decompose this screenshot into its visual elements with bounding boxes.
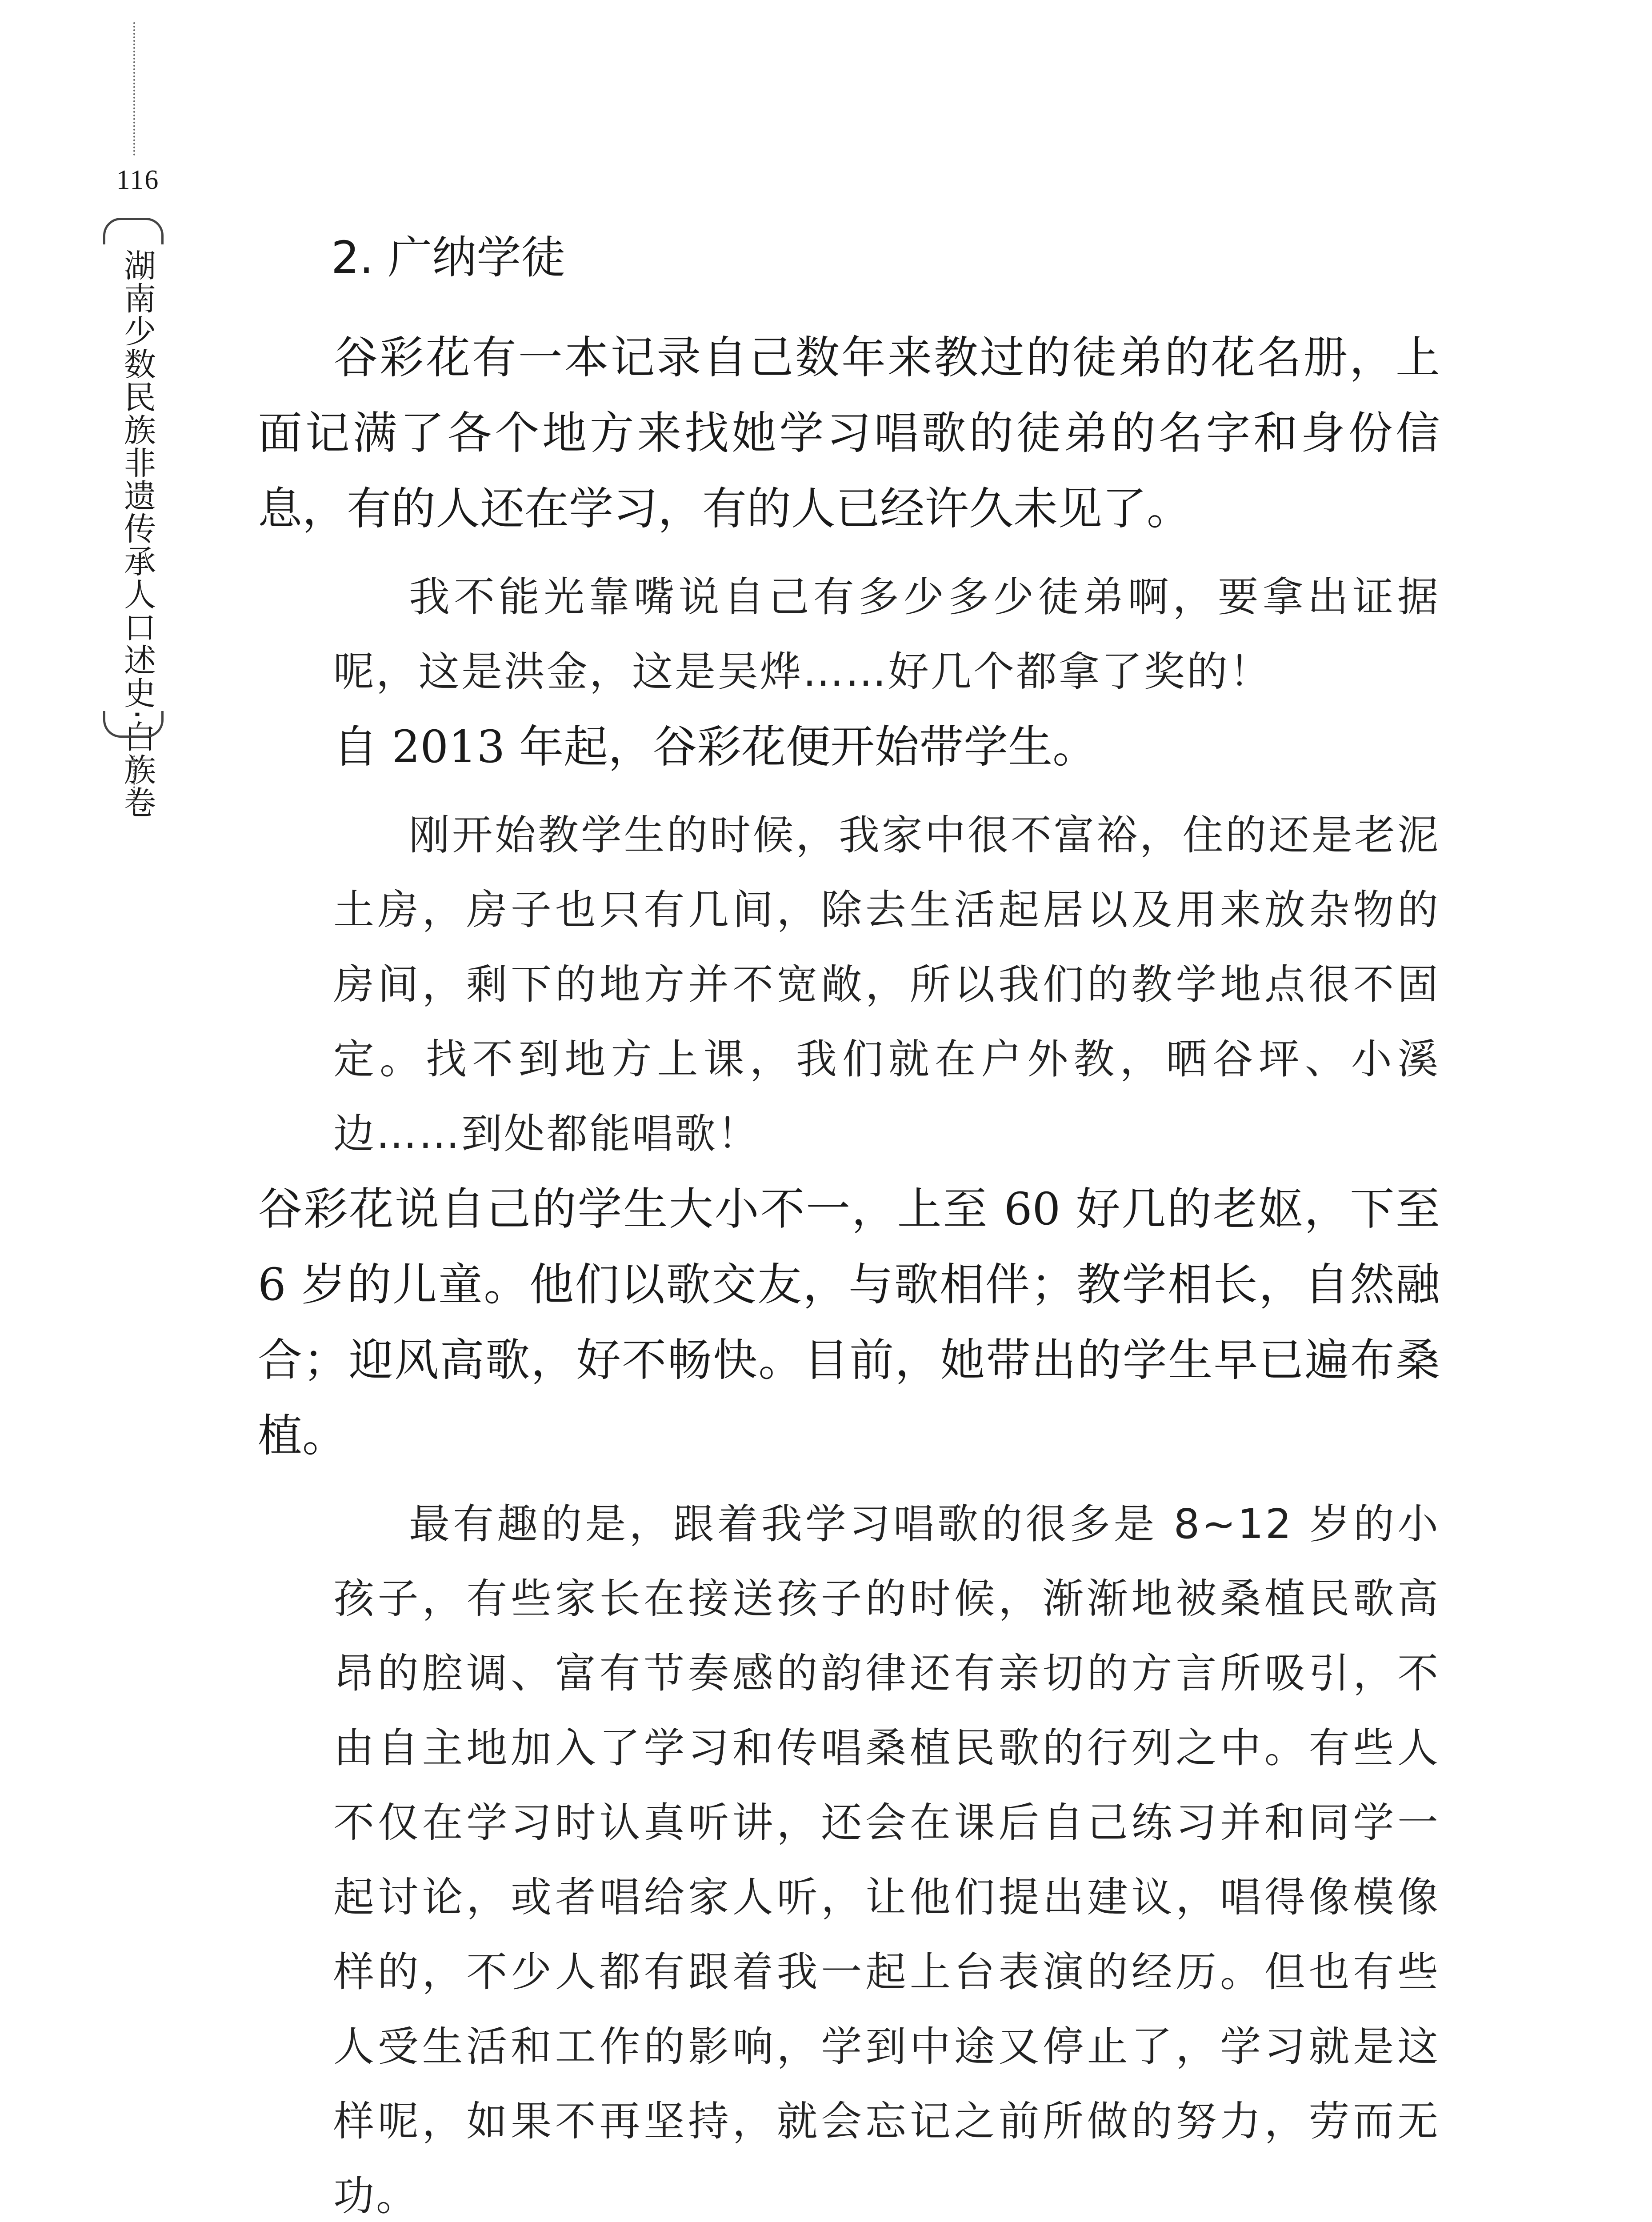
- margin-dotted-rule-bottom: [133, 755, 135, 809]
- oral-quote: 我不能光靠嘴说自己有多少多少徒弟啊，要拿出证据呢，这是洪金，这是吴烨……好几个都拿了奖的！: [333, 573, 1440, 695]
- paragraph: 谷彩花有一本记录自己数年来教过的徒弟的花名册，上面记满了各个地方来找她学习唱歌的徒弟的名字和身份信息，有的人还在学习，有的人已经许久未见了。: [258, 332, 1440, 535]
- page-number: 116: [116, 165, 160, 195]
- margin-dotted-rule-top: [133, 22, 135, 156]
- series-title: 湖南少数民族非遗传承人口述史·白族卷: [119, 249, 156, 819]
- paragraph: 谷彩花说自己的学生大小不一，上至 60 好几的老妪，下至 6 岁的儿童。他们以歌交友，与歌相伴；教学相长，自然融合；迎风高歌，好不畅快。目前，她带出的学生早已遍布桑植。: [258, 1183, 1440, 1462]
- series-title-bracket-bottom: [103, 711, 164, 738]
- paragraph: 自 2013 年起，谷彩花便开始带学生。: [333, 721, 1097, 773]
- oral-quote: 最有趣的是，跟着我学习唱歌的很多是 8~12 岁的小孩子，有些家长在接送孩子的时候，渐渐地被桑植民歌高昂的腔调、富有节奏感的韵律还有亲切的方言所吸引，不由自主地加入了学习和传唱桑植民歌的行列之中。有些人不仅在学习时认真听讲，还会在课后自己练习并和同学一起讨论，或者唱给家人听，让他们提出建议，唱得像模像样的，不少人都有跟着我一起上台表演的经历。但也有些人受生活和工作的影响，学到中途又停止了，学习就是这样呢，如果不再坚持，就会忘记之前所做的努力，劳而无功。: [333, 1500, 1440, 2220]
- series-title-bracket-top: [103, 218, 164, 244]
- section-heading: 2. 广纳学徒: [331, 232, 566, 284]
- main-text: [258, 227, 1440, 2222]
- oral-quote: 刚开始教学生的时候，我家中很不富裕，住的还是老泥土房，房子也只有几间，除去生活起居以及用来放杂物的房间，剩下的地方并不宽敞，所以我们的教学地点很不固定。找不到地方上课，我们就在户外教，晒谷坪、小溪边……到处都能唱歌！: [333, 811, 1440, 1158]
